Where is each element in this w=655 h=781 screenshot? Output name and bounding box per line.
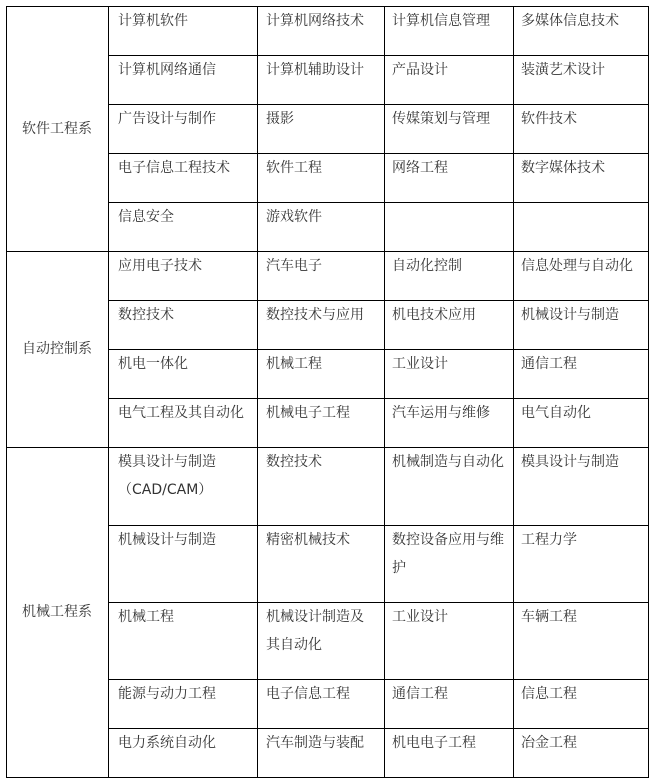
major-name: 电子信息工程 (266, 686, 350, 702)
major-name: 计算机网络通信 (118, 62, 216, 78)
major-name: 装潢艺术设计 (521, 62, 605, 78)
major-name: 通信工程 (521, 356, 577, 372)
major-name: 数控技术 (118, 307, 174, 323)
major-name: 工业设计 (392, 609, 448, 625)
major-name: 电力系统自动化 (118, 735, 216, 751)
major-name: 电气自动化 (521, 405, 591, 421)
major-name: 计算机信息管理 (392, 13, 490, 29)
major-name: 机械设计制造及 (266, 609, 364, 625)
major-name: （CAD/CAM） (118, 482, 213, 498)
major-name: 计算机网络技术 (266, 13, 364, 29)
major-name: 数控技术 (266, 454, 322, 470)
major-name: 应用电子技术 (118, 258, 202, 274)
major-name: 模具设计与制造 (118, 454, 216, 470)
major-name: 信息工程 (521, 686, 577, 702)
major-name: 机械工程 (266, 356, 322, 372)
major-name: 护 (392, 560, 406, 576)
major-name: 汽车制造与装配 (266, 735, 364, 751)
major-name: 机械设计与制造 (118, 532, 216, 548)
table-vertical-rule (257, 6, 258, 778)
major-name: 冶金工程 (521, 735, 577, 751)
major-name: 模具设计与制造 (521, 454, 619, 470)
department-name: 软件工程系 (22, 120, 92, 137)
major-name: 数控技术与应用 (266, 307, 364, 323)
major-name: 自动化控制 (392, 258, 462, 274)
major-name: 软件工程 (266, 160, 322, 176)
department-separator-rule (6, 777, 648, 778)
major-name: 机械制造与自动化 (392, 454, 504, 470)
major-name: 数字媒体技术 (521, 160, 605, 176)
major-name: 信息安全 (118, 209, 174, 225)
major-name: 电气工程及其自动化 (118, 405, 244, 421)
row-rule (108, 202, 648, 203)
table-vertical-rule (513, 6, 514, 778)
major-name: 通信工程 (392, 686, 448, 702)
table-vertical-rule (384, 6, 385, 778)
major-name: 机电一体化 (118, 356, 188, 372)
major-name: 机械电子工程 (266, 405, 350, 421)
major-name: 计算机辅助设计 (266, 62, 364, 78)
major-name: 机电技术应用 (392, 307, 476, 323)
major-name: 广告设计与制作 (118, 111, 216, 127)
major-name: 软件技术 (521, 111, 577, 127)
major-name: 计算机软件 (118, 13, 188, 29)
major-name: 汽车运用与维修 (392, 405, 490, 421)
major-name: 机械工程 (118, 609, 174, 625)
major-name: 汽车电子 (266, 258, 322, 274)
major-name: 信息处理与自动化 (521, 258, 633, 274)
major-name: 数控设备应用与维 (392, 532, 504, 548)
department-name: 机械工程系 (22, 604, 92, 620)
major-name: 产品设计 (392, 62, 448, 78)
major-name: 电子信息工程技术 (118, 160, 230, 176)
major-name: 精密机械技术 (266, 532, 350, 548)
major-name: 机电电子工程 (392, 735, 476, 751)
major-name: 车辆工程 (521, 609, 577, 625)
major-name: 工业设计 (392, 356, 448, 372)
major-name: 摄影 (266, 111, 294, 127)
major-name: 传媒策划与管理 (392, 111, 490, 127)
department-name: 自动控制系 (22, 341, 92, 357)
major-name: 游戏软件 (266, 209, 322, 225)
major-name: 网络工程 (392, 160, 448, 176)
table-vertical-rule (108, 6, 109, 778)
major-name: 能源与动力工程 (118, 686, 216, 702)
major-name: 工程力学 (521, 532, 577, 548)
major-name: 机械设计与制造 (521, 307, 619, 323)
major-name: 多媒体信息技术 (521, 13, 619, 29)
table-vertical-rule (648, 6, 649, 778)
major-name: 其自动化 (266, 637, 322, 653)
